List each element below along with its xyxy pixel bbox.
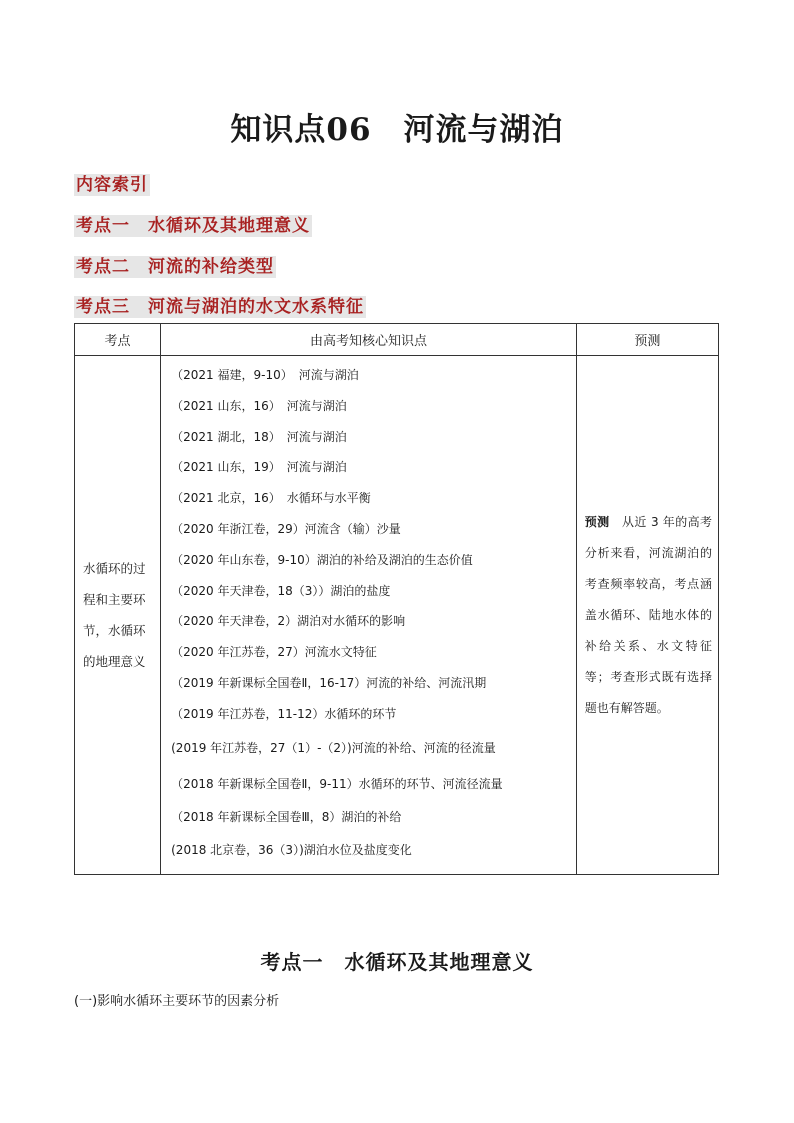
list-item: （2019 年江苏卷，11-12）水循环的环节 bbox=[171, 706, 397, 721]
list-item: （2020 年山东卷，9-10）湖泊的补给及湖泊的生态价值 bbox=[171, 552, 473, 567]
list-item: （2020 年江苏卷，27）河流水文特征 bbox=[171, 645, 377, 660]
list-item: （2021 北京，16） 水循环与水平衡 bbox=[171, 491, 371, 506]
list-item: （2021 湖北，18） 河流与湖泊 bbox=[171, 429, 347, 444]
list-item: （2020 年天津卷，18（3））湖泊的盐度 bbox=[171, 583, 391, 598]
index-heading: 内容索引 bbox=[76, 175, 148, 195]
index-item-3: 考点三 河流与湖泊的水文水系特征 bbox=[76, 297, 364, 317]
header-points: 由高考知核心知识点 bbox=[161, 324, 577, 356]
section-title: 考点一 水循环及其地理意义 bbox=[260, 950, 534, 974]
knowledge-table bbox=[74, 323, 719, 875]
list-item: (2018 北京卷，36（3）)湖泊水位及盐度变化 bbox=[171, 843, 412, 858]
points-cell bbox=[161, 356, 577, 875]
prediction-label: 预测 bbox=[584, 514, 610, 529]
list-item: （2018 年新课标全国卷Ⅲ，8）湖泊的补给 bbox=[171, 809, 402, 824]
header-topic: 考点 bbox=[75, 324, 161, 356]
list-item: （2018 年新课标全国卷Ⅱ，9-11）水循环的环节、河流径流量 bbox=[171, 776, 503, 791]
table-header-row bbox=[75, 324, 719, 356]
list-item: (2019 年江苏卷，27（1）-（2）)河流的补给、河流的径流量 bbox=[171, 740, 496, 755]
page-title: 知识点06 河流与湖泊 bbox=[230, 112, 564, 148]
list-item: （2019 年新课标全国卷Ⅱ，16-17）河流的补给、河流汛期 bbox=[171, 675, 487, 690]
index-item-1: 考点一 水循环及其地理意义 bbox=[76, 216, 310, 236]
list-item: （2021 山东，16） 河流与湖泊 bbox=[171, 398, 347, 413]
index-item-2: 考点二 河流的补给类型 bbox=[76, 257, 274, 277]
table-row bbox=[75, 356, 719, 875]
prediction-cell bbox=[576, 356, 718, 875]
topic-cell: 水循环的过程和主要环节，水循环的地理意义 bbox=[75, 356, 161, 875]
subheading: (一)影响水循环主要环节的因素分析 bbox=[74, 994, 280, 1009]
list-item: （2021 福建，9-10） 河流与湖泊 bbox=[171, 368, 359, 382]
list-item: （2020 年浙江卷，29）河流含（输）沙量 bbox=[171, 521, 401, 536]
header-prediction: 预测 bbox=[576, 324, 718, 356]
prediction-text: 从近 3 年的高考分析来看，河流湖泊的考查频率较高，考点涵盖水循环、陆地水体的补给关系、水文特征等；考查形式既有选择题也有解答题。 bbox=[584, 514, 712, 715]
list-item: （2020 年天津卷，2）湖泊对水循环的影响 bbox=[171, 614, 406, 629]
list-item: （2021 山东，19） 河流与湖泊 bbox=[171, 460, 347, 475]
